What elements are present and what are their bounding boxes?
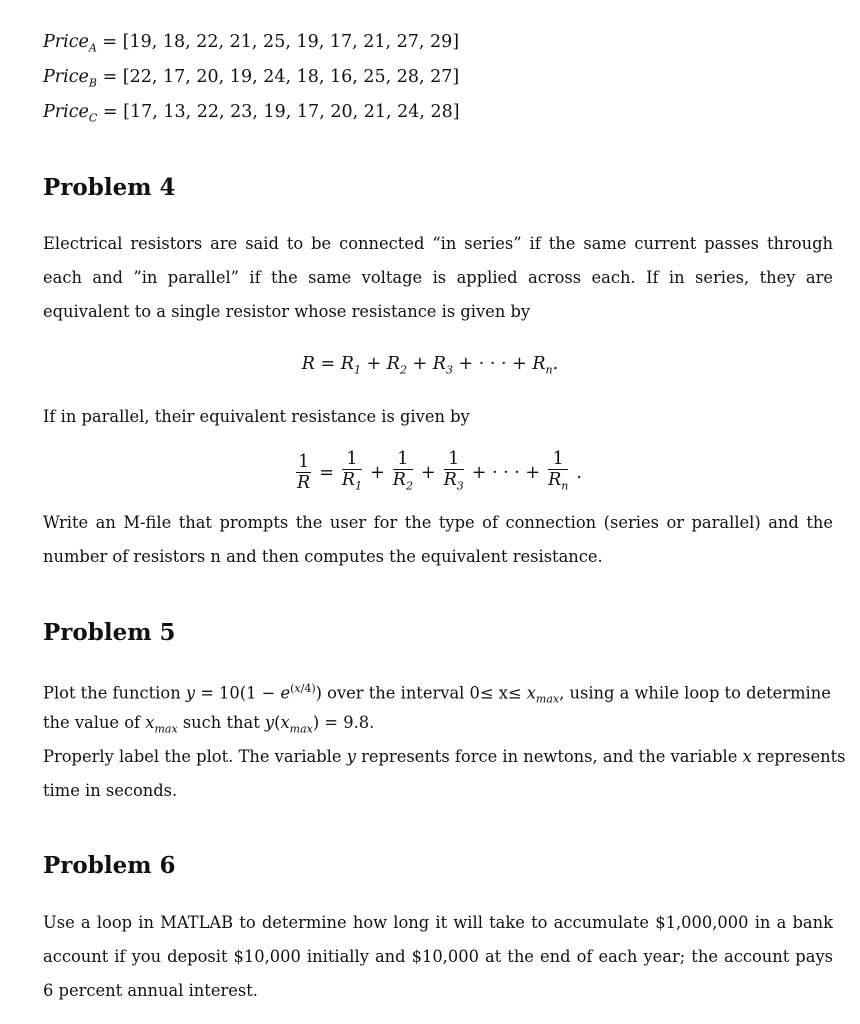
series-equation: $R = R_1 + R_2 + R_3$ + · · · + $R_n$.: [301, 354, 559, 377]
price-b-name: Price: [43, 67, 89, 87]
problem5-line1-c: , using a while loop to determine: [559, 683, 831, 703]
problem5-line2-b: such that: [177, 713, 265, 732]
problem5-line1-a: Plot the function: [43, 683, 186, 703]
price-c-values: [17, 13, 22, 23, 19, 17, 20, 21, 24, 28]: [123, 102, 460, 122]
problem5-line1: Plot the function $y = 10(1 - e^{(x/4)})$ over the interval $0\le x\le x_{max}$, using a while loop to determine: [43, 682, 831, 706]
problem5-line1-b: over the interval 0≤ x≤: [322, 683, 527, 703]
price-a-values: [19, 18, 22, 21, 25, 19, 17, 21, 27, 29]: [122, 32, 460, 52]
price-c-line: Price$_C$ = [17, 13, 22, 23, 19, 17, 20, 21, 24, 28]: [43, 102, 460, 125]
price-a-name: Price: [43, 32, 89, 52]
problem5-line3-b: represents force in newtons, and the variable: [355, 747, 743, 766]
problem6-text: Use a loop in MATLAB to determine how long it will take to accumulate $1,000,000 in a bank account if you deposit $10,000 initially and $10,000 at the end of each year; the account pays 6 percent annual interest.: [43, 913, 833, 1000]
problem4-task: Write an M-file that prompts the user for the type of connection (series or parallel) and the number of resistors n and then computes the equivalent resistance.: [43, 513, 833, 566]
problem6-heading: Problem 6: [43, 852, 176, 879]
price-b-line: Price$_B$ = [22, 17, 20, 19, 24, 18, 16, 25, 28, 27]: [43, 67, 460, 90]
problem4-intro: Electrical resistors are said to be connected “in series” if the same current passes through each and ”in parallel” if the same voltage is applied across each. If in series, they are equivalent to a single resistor whose resistance is given by: [43, 234, 833, 321]
problem4-heading: Problem 4: [43, 174, 176, 201]
price-c-sub: C: [88, 111, 98, 125]
problem5-heading: Problem 5: [43, 619, 176, 646]
price-b-sub: B: [88, 76, 97, 90]
problem5-line3-a: Properly label the plot. The variable: [43, 747, 347, 766]
parallel-equation: $\frac{1}{R}$ = $\frac{1}{R_1}$ + $\frac{1}{R_2}$ + $\frac{1}{R_3}$ + · · · + $\frac{1}{R_n}$ .: [297, 449, 582, 494]
price-a-sub: A: [88, 41, 97, 55]
problem5-line4: time in seconds.: [43, 781, 178, 800]
problem5-line3-c: represents: [751, 747, 846, 766]
problem5-line2: the value of $x_{max}$ such that $y(x_{max}) = 9.8$.: [43, 713, 375, 736]
problem5-line3: Properly label the plot. The variable y represents force in newtons, and the variable x represents: [43, 747, 846, 766]
problem4-parallel-intro: If in parallel, their equivalent resistance is given by: [43, 407, 470, 426]
problem5-line2-a: the value of: [43, 713, 146, 732]
price-c-name: Price: [43, 102, 89, 122]
price-b-values: [22, 17, 20, 19, 24, 18, 16, 25, 28, 27]: [122, 67, 460, 87]
price-a-line: Price$_A$ = [19, 18, 22, 21, 25, 19, 17, 21, 27, 29]: [43, 32, 460, 55]
